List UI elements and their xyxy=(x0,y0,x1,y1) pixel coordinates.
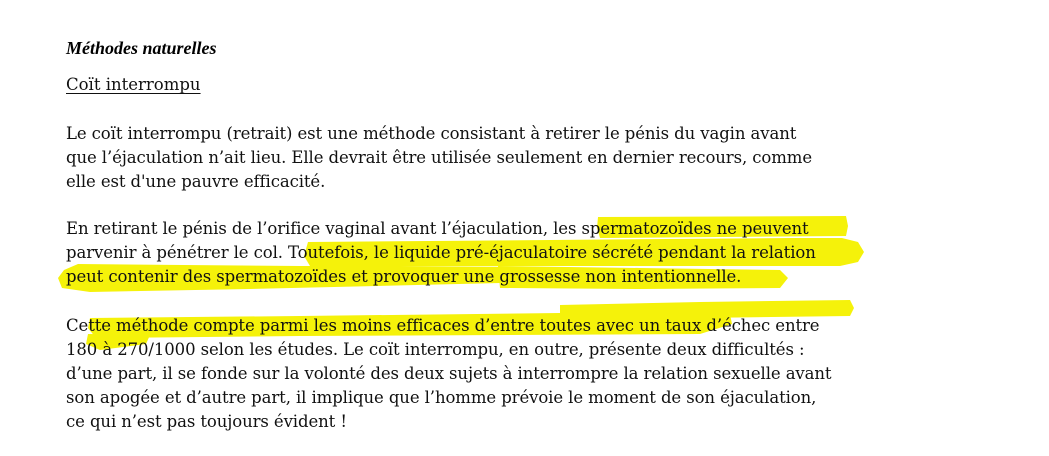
text-line: parvenir à pénétrer le col. Toutefois, le liquide pré-éjaculatoire sécrété pendant la relation xyxy=(66,243,816,262)
text-line: peut contenir des spermatozoïdes et provoquer une grossesse non intentionnelle. xyxy=(66,267,742,286)
subsection-title: Coït interrompu xyxy=(66,75,201,94)
text-line: d’une part, il se fonde sur la volonté des deux sujets à interrompre la relation sexuelle avant xyxy=(66,364,832,383)
text-line: 180 à 270/1000 selon les études. Le coït interrompu, en outre, présente deux difficultés : xyxy=(66,340,805,359)
text-line: Cette méthode compte parmi les moins efficaces d’entre toutes avec un taux d’échec entre xyxy=(66,316,820,335)
text-line: Le coït interrompu (retrait) est une méthode consistant à retirer le pénis du vagin avant xyxy=(66,124,797,143)
text-line: ce qui n’est pas toujours évident ! xyxy=(66,412,347,431)
text-line: elle est d'une pauvre efficacité. xyxy=(66,172,326,191)
section-title: Méthodes naturelles xyxy=(66,38,217,58)
text-line: que l’éjaculation n’ait lieu. Elle devrait être utilisée seulement en dernier recours, comme xyxy=(66,148,812,167)
text-line: son apogée et d’autre part, il implique que l’homme prévoie le moment de son éjaculation, xyxy=(66,388,817,407)
text-line: En retirant le pénis de l’orifice vaginal avant l’éjaculation, les spermatozoïdes ne peuvent xyxy=(66,219,809,238)
